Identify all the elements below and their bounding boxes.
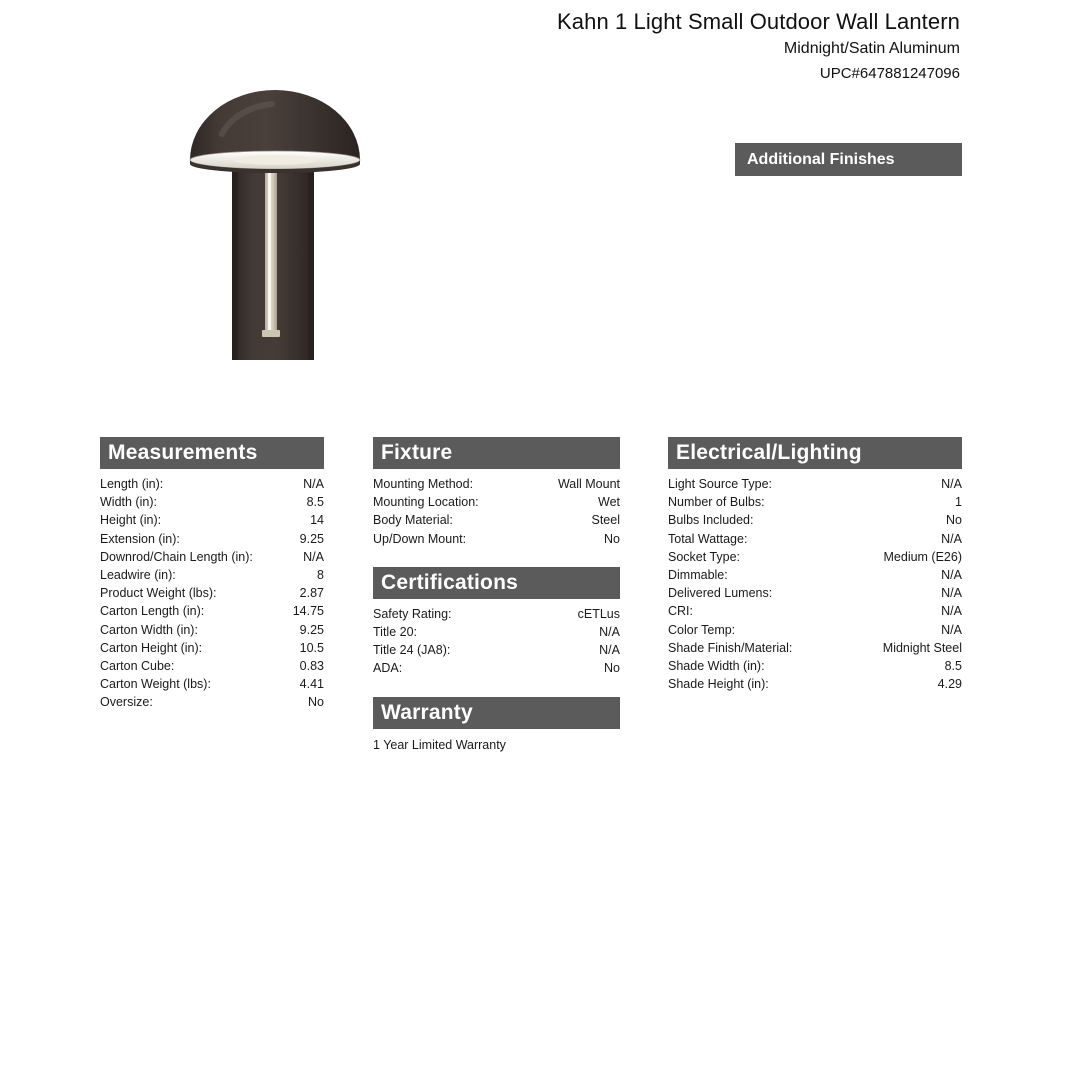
table-row (100, 693, 324, 711)
row-value: 10.5 (299, 640, 324, 655)
additional-finishes-label: Additional Finishes (747, 150, 895, 168)
row-value: 9.25 (299, 531, 324, 546)
electrical-rows (668, 469, 962, 693)
table-row (668, 657, 962, 675)
row-value: 2.87 (299, 586, 324, 601)
column-fixture (373, 437, 620, 772)
row-label: Total Wattage: (668, 531, 748, 546)
table-row (668, 475, 962, 493)
row-value: N/A (941, 531, 962, 546)
row-value: 14.75 (292, 604, 324, 619)
row-value: 8.5 (306, 495, 324, 510)
row-value: cETLus (577, 606, 620, 621)
section-header-measurements: Measurements (100, 437, 324, 469)
row-value: 1 (955, 495, 962, 510)
additional-finishes-button[interactable] (735, 143, 962, 176)
row-label: Body Material: (373, 513, 453, 528)
row-value: 8.5 (944, 659, 962, 674)
row-label: Safety Rating: (373, 606, 452, 621)
fixture-rows (373, 469, 620, 548)
certifications-rows (373, 599, 620, 678)
row-value: N/A (599, 643, 620, 658)
table-row (668, 493, 962, 511)
table-row (100, 566, 324, 584)
section-measurements (100, 437, 324, 712)
row-value: 14 (310, 513, 324, 528)
table-row (668, 511, 962, 529)
outdoor-wall-lantern-illustration (180, 60, 390, 370)
row-value: N/A (941, 604, 962, 619)
row-value: Wet (598, 495, 620, 510)
row-value: 4.41 (299, 677, 324, 692)
row-value: Wall Mount (557, 477, 620, 491)
row-label: Downrod/Chain Length (in): (100, 549, 253, 564)
document-header (0, 0, 1080, 85)
table-row (373, 641, 620, 659)
row-value: Steel (591, 513, 620, 528)
row-value: Medium (E26) (883, 549, 962, 564)
row-value: No (308, 695, 324, 710)
section-electrical-lighting (668, 437, 962, 693)
row-label: Carton Length (in): (100, 604, 205, 619)
table-row (668, 566, 962, 584)
row-value: 0.83 (299, 659, 324, 674)
section-warranty (373, 697, 620, 754)
product-image (180, 60, 390, 370)
row-label: Title 20: (373, 625, 418, 640)
table-row (668, 530, 962, 548)
row-value: Midnight Steel (882, 640, 962, 655)
table-row (373, 530, 620, 548)
section-header-electrical: Electrical/Lighting (668, 437, 962, 469)
product-upc-label: UPC#647881247096 (819, 65, 960, 82)
row-value: 8 (317, 568, 324, 583)
row-label: Bulbs Included: (668, 513, 754, 528)
table-row (100, 493, 324, 511)
row-label: Width (in): (100, 495, 157, 510)
row-value: N/A (599, 625, 620, 640)
row-value: N/A (941, 477, 962, 491)
row-label: Shade Height (in): (668, 677, 769, 692)
table-row (668, 621, 962, 639)
row-label: Light Source Type: (668, 477, 773, 491)
table-row (100, 475, 324, 493)
table-row (100, 548, 324, 566)
table-row (100, 530, 324, 548)
row-value: N/A (303, 477, 324, 491)
table-row (668, 548, 962, 566)
table-row (668, 602, 962, 620)
table-row (100, 602, 324, 620)
table-row (100, 621, 324, 639)
row-label: Oversize: (100, 695, 153, 710)
row-label: Shade Finish/Material: (668, 640, 793, 655)
section-header-warranty: Warranty (373, 697, 620, 729)
row-label: Dimmable: (668, 568, 728, 583)
row-value: N/A (941, 568, 962, 583)
row-label: Color Temp: (668, 622, 736, 637)
row-value: N/A (303, 549, 324, 564)
row-label: Shade Width (in): (668, 659, 765, 674)
section-header-fixture: Fixture (373, 437, 620, 469)
row-label: Leadwire (in): (100, 568, 176, 583)
row-label: Mounting Location: (373, 495, 479, 510)
measurements-rows (100, 469, 324, 712)
page-title: Kahn 1 Light Small Outdoor Wall Lantern (557, 9, 960, 34)
row-label: Height (in): (100, 513, 162, 528)
row-label: Title 24 (JA8): (373, 643, 451, 658)
row-value: N/A (941, 586, 962, 601)
table-row (373, 511, 620, 529)
table-row (100, 584, 324, 602)
section-certifications (373, 567, 620, 678)
row-label: Carton Width (in): (100, 622, 198, 637)
row-label: Mounting Method: (373, 477, 474, 491)
row-label: Carton Weight (lbs): (100, 677, 211, 692)
column-measurements (100, 437, 324, 730)
table-row (668, 675, 962, 693)
table-row (373, 475, 620, 493)
row-value: N/A (941, 622, 962, 637)
column-electrical (668, 437, 962, 711)
table-row (373, 623, 620, 641)
table-row (100, 675, 324, 693)
row-label: Carton Cube: (100, 659, 175, 674)
row-label: Delivered Lumens: (668, 586, 773, 601)
row-label: Extension (in): (100, 531, 180, 546)
table-row (373, 493, 620, 511)
table-row (373, 605, 620, 623)
row-value: No (604, 661, 620, 676)
row-label: ADA: (373, 661, 403, 676)
product-finish-label: Midnight/Satin Aluminum (783, 40, 960, 57)
table-row (100, 511, 324, 529)
row-value: No (946, 513, 962, 528)
row-label: Product Weight (lbs): (100, 586, 217, 601)
table-row (100, 657, 324, 675)
table-row (373, 659, 620, 677)
row-label: Number of Bulbs: (668, 495, 765, 510)
table-row (668, 639, 962, 657)
row-value: No (604, 531, 620, 546)
warranty-text: 1 Year Limited Warranty (373, 737, 506, 752)
row-label: CRI: (668, 604, 693, 619)
row-value: 9.25 (299, 622, 324, 637)
row-value: 4.29 (937, 677, 962, 692)
table-row (100, 639, 324, 657)
row-label: Carton Height (in): (100, 640, 203, 655)
row-label: Length (in): (100, 477, 164, 491)
row-label: Up/Down Mount: (373, 531, 467, 546)
section-header-certifications: Certifications (373, 567, 620, 599)
table-row (668, 584, 962, 602)
section-fixture (373, 437, 620, 548)
row-label: Socket Type: (668, 549, 741, 564)
